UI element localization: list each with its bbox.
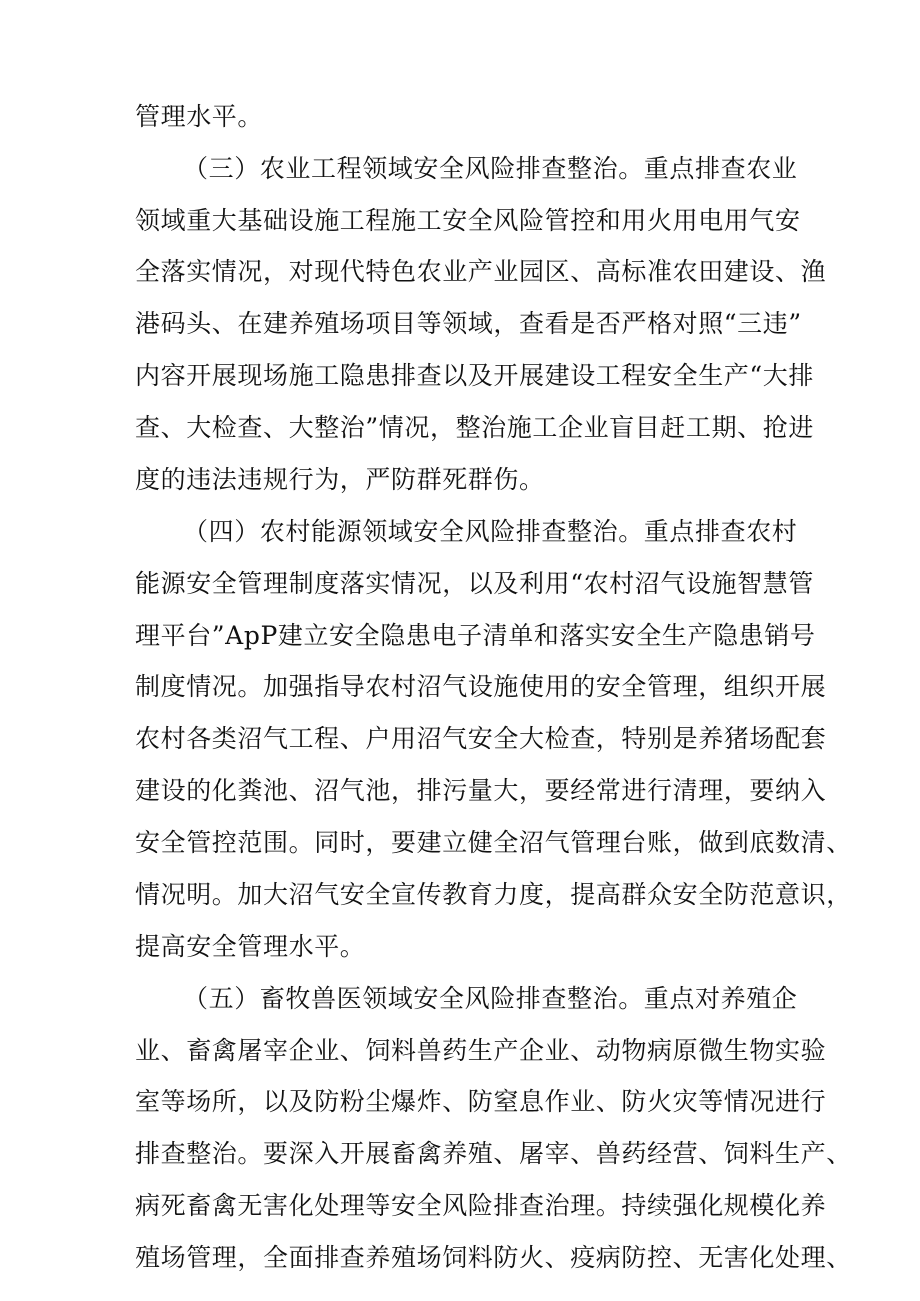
body-text-line: 排查整治。要深入开展畜禽养殖、屠宰、兽药经营、饲料生产、 (135, 1139, 852, 1168)
body-text-line: 领域重大基础设施工程施工安全风险管控和用火用电用气安 (135, 206, 801, 235)
section-heading-line: （五）畜牧兽医领域安全风险排查整治。重点对养殖企 (183, 984, 798, 1013)
body-text-line: 全落实情况，对现代特色农业产业园区、高标准农田建设、渔 (135, 257, 827, 286)
body-text-line: 港码头、在建养殖场项目等领域，查看是否严格对照“三违” (135, 309, 802, 338)
body-text-line: 能源安全管理制度落实情况，以及利用“农村沼气设施智慧管 (135, 569, 814, 598)
body-text-line: 室等场所，以及防粉尘爆炸、防窒息作业、防火灾等情况进行 (135, 1087, 827, 1116)
body-text-line: 业、畜禽屠宰企业、饲料兽药生产企业、动物病原微生物实验 (135, 1036, 827, 1065)
body-text-line: 管理水平。 (135, 102, 264, 131)
section-heading-line: （三）农业工程领域安全风险排查整治。重点排查农业 (183, 154, 798, 183)
body-text-line: 制度情况。加强指导农村沼气设施使用的安全管理，组织开展 (135, 672, 827, 701)
body-text-line: 殖场管理，全面排查养殖场饲料防火、疫病防控、无害化处理、 (135, 1243, 852, 1272)
body-text-line: 建设的化粪池、沼气池，排污量大，要经常进行清理，要纳入 (135, 776, 827, 805)
body-text-line: 理平台”ApP建立安全隐患电子清单和落实安全生产隐患销号 (135, 621, 816, 650)
body-text-line: 内容开展现场施工隐患排查以及开展建设工程安全生产“大排 (135, 361, 814, 390)
body-text-line: 查、大检查、大整治”情况，整治施工企业盲目赶工期、抢进 (135, 413, 814, 442)
body-text-line: 安全管控范围。同时，要建立健全沼气管理台账，做到底数清、 (135, 828, 852, 857)
body-text-line: 病死畜禽无害化处理等安全风险排查治理。持续强化规模化养 (135, 1191, 827, 1220)
body-text-line: 农村各类沼气工程、户用沼气安全大检查，特别是养猪场配套 (135, 724, 827, 753)
body-text-line: 情况明。加大沼气安全宣传教育力度，提高群众安全防范意识， (135, 880, 852, 909)
body-text-line: 度的违法违规行为，严防群死群伤。 (135, 465, 545, 494)
section-heading-line: （四）农村能源领域安全风险排查整治。重点排查农村 (183, 517, 798, 546)
body-text-line: 提高安全管理水平。 (135, 932, 366, 961)
